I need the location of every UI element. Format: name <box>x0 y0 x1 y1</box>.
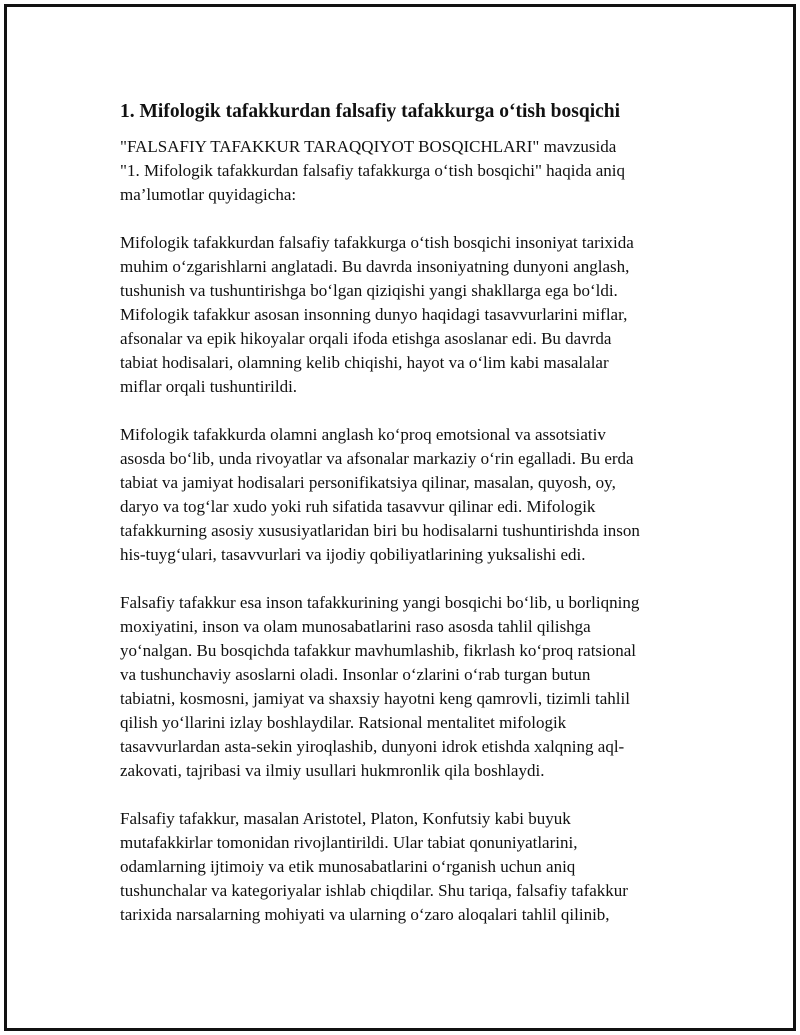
text-line: Mifologik tafakkur asosan insonning dunyo haqidagi tasavvurlarini miflar, <box>120 305 628 324</box>
text-line: tabiat va jamiyat hodisalari personifikatsiya qilinar, masalan, quyosh, oy, <box>120 473 616 492</box>
paragraph-mythological-thinking <box>120 423 700 567</box>
document-body <box>120 99 700 951</box>
text-line: tushunish va tushuntirishga bo‘lgan qiziqishi yangi shakllarga ega bo‘ldi. <box>120 281 618 300</box>
text-line: "1. Mifologik tafakkurdan falsafiy tafakkurga o‘tish bosqichi" haqida aniq <box>120 161 626 180</box>
text-line: va tushunchaviy asoslarni oladi. Insonlar o‘zlarini o‘rab turgan butun <box>120 665 591 684</box>
text-line: tushunchalar va kategoriyalar ishlab chiqdilar. Shu tariqa, falsafiy tafakkur <box>120 881 628 900</box>
document-title: 1. Mifologik tafakkurdan falsafiy tafakkurga o‘tish bosqichi <box>120 101 621 122</box>
text-line: tabiat hodisalari, olamning kelib chiqishi, hayot va o‘lim kabi masalalar <box>120 353 609 372</box>
text-line: ma’lumotlar quyidagicha: <box>120 185 297 204</box>
paragraph-philosophical-thinking <box>120 591 700 783</box>
text-line: afsonalar va epik hikoyalar orqali ifoda etishga asoslanar edi. Bu davrda <box>120 329 612 348</box>
paragraph-mythological-transition <box>120 231 700 399</box>
text-line: miflar orqali tushuntirildi. <box>120 377 298 396</box>
text-line: zakovati, tajribasi va ilmiy usullari hukmronlik qila boshlaydi. <box>120 761 545 780</box>
text-line: tafakkurning asosiy xususiyatlaridan biri bu hodisalarni tushuntirishda inson <box>120 521 640 540</box>
text-line: Falsafiy tafakkur, masalan Aristotel, Platon, Konfutsiy kabi buyuk <box>120 809 571 828</box>
text-line: tasavvurlardan asta-sekin yiroqlashib, dunyoni idrok etishda xalqning aql- <box>120 737 625 756</box>
text-line: daryo va tog‘lar xudo yoki ruh sifatida tasavvur qilinar edi. Mifologik <box>120 497 596 516</box>
text-line: "FALSAFIY TAFAKKUR TARAQQIYOT BOSQICHLARI" mavzusida <box>120 137 617 156</box>
text-line: Mifologik tafakkurda olamni anglash ko‘proq emotsional va assotsiativ <box>120 425 606 444</box>
paragraph-intro <box>120 135 700 207</box>
text-line: asosda bo‘lib, unda rivoyatlar va afsonalar markaziy o‘rin egalladi. Bu erda <box>120 449 634 468</box>
text-line: mutafakkirlar tomonidan rivojlantirildi. Ular tabiat qonuniyatlarini, <box>120 833 578 852</box>
text-line: tarixida narsalarning mohiyati va ularning o‘zaro aloqalari tahlil qilinib, <box>120 905 610 924</box>
text-line: Mifologik tafakkurdan falsafiy tafakkurga o‘tish bosqichi insoniyat tarixida <box>120 233 634 252</box>
text-line: muhim o‘zgarishlarni anglatadi. Bu davrda insoniyatning dunyoni anglash, <box>120 257 630 276</box>
paragraph-great-thinkers <box>120 807 700 927</box>
text-line: his-tuyg‘ulari, tasavvurlari va ijodiy qobiliyatlarining yuksalishi edi. <box>120 545 586 564</box>
text-line: qilish yo‘llarini izlay boshlaydilar. Ratsional mentalitet mifologik <box>120 713 567 732</box>
text-line: tabiatni, kosmosni, jamiyat va shaxsiy hayotni keng qamrovli, tizimli tahlil <box>120 689 630 708</box>
page-frame <box>4 4 796 1031</box>
text-line: odamlarning ijtimoiy va etik munosabatlarini o‘rganish uchun aniq <box>120 857 576 876</box>
text-line: Falsafiy tafakkur esa inson tafakkurining yangi bosqichi bo‘lib, u borliqning <box>120 593 640 612</box>
text-line: yo‘nalgan. Bu bosqichda tafakkur mavhumlashib, fikrlash ko‘proq ratsional <box>120 641 637 660</box>
text-line: moxiyatini, inson va olam munosabatlarini raso asosda tahlil qilishga <box>120 617 591 636</box>
